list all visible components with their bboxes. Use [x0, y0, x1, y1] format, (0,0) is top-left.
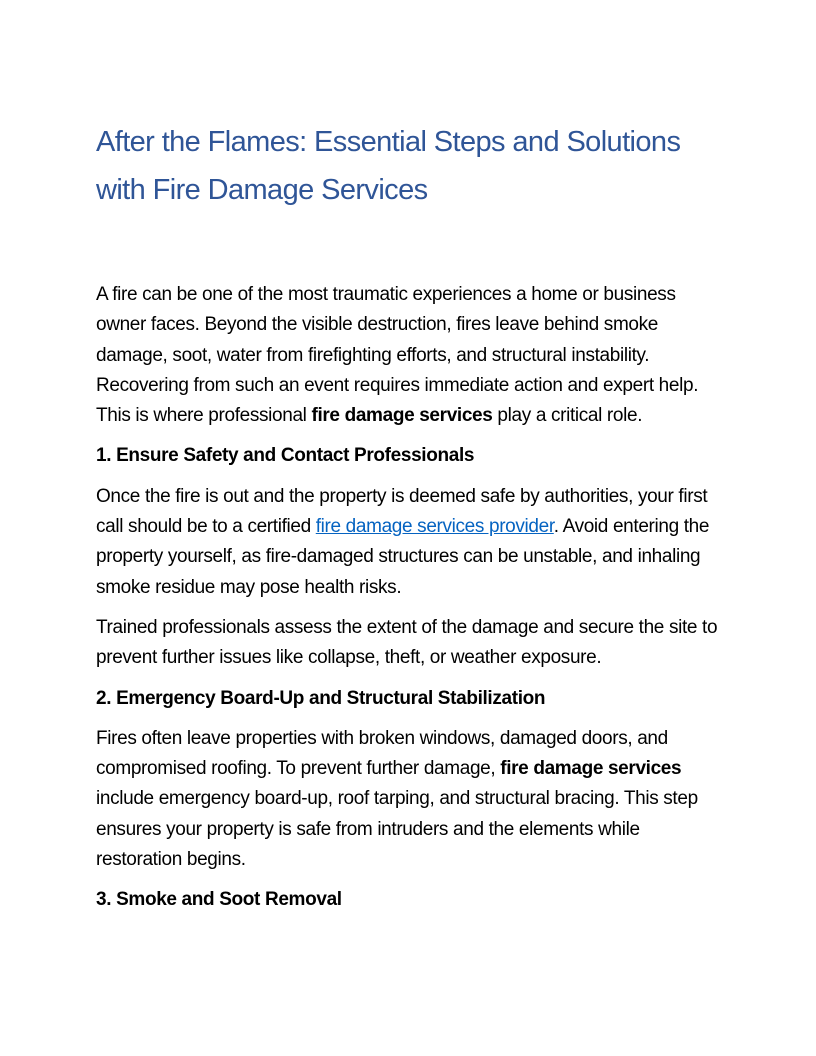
section2-text-end: include emergency board-up, roof tarping, and structural bracing. This step ensures your property is safe from intruders and the elements while restoration begins. [96, 788, 698, 871]
document-title [96, 118, 726, 214]
section1-heading: 1. Ensure Safety and Contact Professionals [96, 445, 475, 467]
section3-heading: 3. Smoke and Soot Removal [96, 889, 342, 911]
title-line-1: After the Flames: Essential Steps and Solutions [96, 126, 681, 158]
document-page [96, 118, 726, 926]
title-line-2: with Fire Damage Services [96, 174, 428, 206]
section1-paragraph-1 [96, 482, 726, 603]
intro-text: A fire can be one of the most traumatic experiences a home or business owner faces. Beyond the visible destruction, fires leave behind smoke damage, soot, water from firefighting efforts, and structural instability. Recovering from such an event requires immediate action and expert help. This is where professional [96, 284, 699, 427]
section2-bold-keyword: fire damage services [500, 758, 682, 780]
fire-damage-provider-link[interactable]: fire damage services provider [315, 516, 554, 538]
section2-heading: 2. Emergency Board-Up and Structural Stabilization [96, 687, 546, 709]
intro-text-end: play a critical role. [492, 405, 643, 427]
section2-text: Fires often leave properties with broken windows, damaged doors, and compromised roofing. To prevent further damage, [96, 727, 668, 780]
section2-paragraph [96, 724, 726, 875]
intro-bold-keyword: fire damage services [311, 405, 493, 427]
section1-text: Once the fire is out and the property is deemed safe by authorities, your first call should be to a certified [96, 485, 708, 538]
intro-paragraph [96, 280, 726, 431]
section1-text-end: . Avoid entering the property yourself, as fire-damaged structures can be unstable, and inhaling smoke residue may pose health risks. [96, 516, 710, 598]
section1-paragraph-2: Trained professionals assess the extent of the damage and secure the site to prevent further issues like collapse, theft, or weather exposure. [96, 616, 718, 669]
